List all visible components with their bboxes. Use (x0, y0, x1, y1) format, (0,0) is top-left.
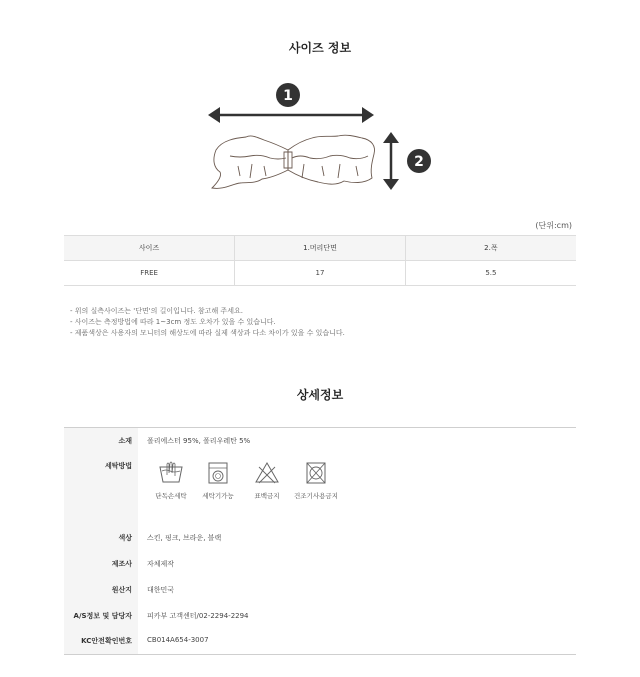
wash-label: 건조기사용금지 (294, 492, 338, 500)
note-line: - 제품색상은 사용자의 모니터의 해상도에 따라 실제 색상과 다소 차이가 있을 수 있습니다. (70, 329, 345, 337)
detail-row-material (64, 436, 576, 450)
detail-row-as (64, 611, 576, 625)
material-label: 소재 (118, 437, 132, 445)
kc-value: CB014A654-3007 (147, 636, 209, 644)
hand-wash-icon (158, 461, 184, 485)
marker-1 (276, 83, 300, 107)
origin-label: 원산지 (111, 586, 132, 594)
size-info-title: 사이즈 정보 (288, 41, 352, 55)
width-arrow (208, 107, 374, 123)
size-notes (70, 306, 345, 339)
size-table-header: 2.폭 (405, 236, 576, 261)
product-size-diagram (200, 80, 440, 200)
size-table-header-row (64, 236, 576, 261)
scrunchie-sketch (212, 135, 375, 188)
washing-machine-icon (205, 461, 231, 485)
size-table (64, 235, 576, 286)
svg-text:1: 1 (283, 88, 293, 104)
size-table-cell: 17 (235, 261, 406, 286)
note-line: - 위의 실측사이즈는 '단면'의 길이입니다. 참고해 주세요. (70, 307, 243, 315)
washing-label: 세탁방법 (104, 462, 132, 470)
detail-row-kc (64, 636, 576, 650)
kc-label: KC안전확인번호 (81, 637, 132, 645)
size-table-cell: 5.5 (405, 261, 576, 286)
note-line: - 사이즈는 측정방법에 따라 1~3cm 정도 오차가 있을 수 있습니다. (70, 318, 276, 326)
wash-item (286, 461, 346, 500)
detail-row-manufacturer (64, 559, 576, 573)
no-bleach-icon (254, 461, 280, 485)
height-arrow (383, 132, 399, 190)
size-table-header: 1.머리단면 (235, 236, 406, 261)
manufacturer-value: 자체제작 (147, 560, 175, 568)
manufacturer-label: 제조사 (111, 560, 132, 568)
origin-value: 대한민국 (147, 586, 175, 594)
wash-label: 단독손세탁 (155, 492, 187, 500)
no-tumble-dry-icon (303, 461, 329, 485)
as-label: A/S정보 및 담당자 (73, 612, 132, 620)
unit-label: (단위:cm) (535, 221, 572, 230)
size-table-header: 사이즈 (64, 236, 235, 261)
detail-info-title: 상세정보 (296, 388, 344, 402)
color-label: 색상 (118, 534, 132, 542)
detail-row-color (64, 533, 576, 547)
as-value: 피카부 고객센터/02-2294-2294 (147, 612, 249, 620)
marker-2 (407, 149, 431, 173)
material-value: 폴리에스터 95%, 폴리우레탄 5% (147, 437, 251, 445)
size-table-cell: FREE (64, 261, 235, 286)
wash-label: 세탁기가능 (202, 492, 234, 500)
color-value: 스킨, 핑크, 브라운, 블랙 (147, 534, 222, 542)
detail-row-origin (64, 585, 576, 599)
wash-label: 표백금지 (254, 492, 280, 500)
table-row (64, 261, 576, 286)
svg-text:2: 2 (414, 154, 424, 170)
detail-info-table (64, 427, 576, 655)
detail-row-washing (64, 461, 576, 541)
